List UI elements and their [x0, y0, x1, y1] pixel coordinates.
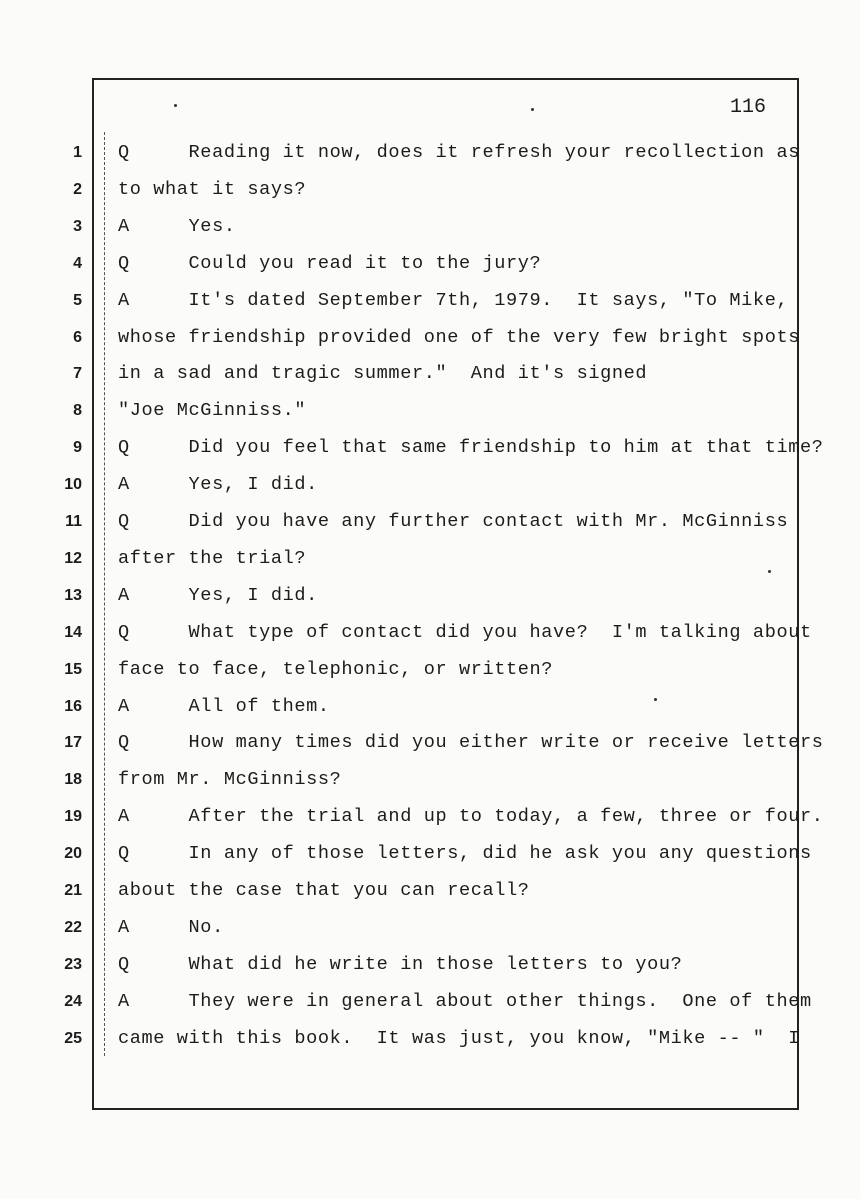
transcript-line: Q Could you read it to the jury?: [118, 252, 542, 274]
line-number: 14: [64, 623, 82, 641]
transcript-line: whose friendship provided one of the very few bright spots: [118, 326, 800, 348]
line-number: 21: [64, 882, 82, 899]
line-number: 16: [64, 697, 82, 715]
transcript-line: to what it says?: [118, 178, 307, 200]
line-number: 18: [64, 771, 82, 789]
transcript-line: from Mr. McGinniss?: [118, 769, 342, 791]
line-number: 6: [73, 328, 82, 346]
transcript-line: in a sad and tragic summer." And it's signed: [118, 363, 648, 385]
line-number: 11: [65, 513, 82, 530]
line-number: 2: [73, 180, 82, 198]
transcript-line: "Joe McGinniss.": [118, 400, 307, 422]
line-number: 12: [64, 549, 82, 567]
line-number: 23: [64, 955, 82, 973]
transcript-line: came with this book. It was just, you know, "Mike -- " I: [118, 1027, 800, 1049]
line-number: 10: [64, 476, 82, 494]
transcript-line: A Yes, I did.: [118, 474, 318, 496]
line-number: 1: [73, 144, 82, 161]
transcript-line: Q Did you have any further contact with Mr. McGinniss: [118, 511, 789, 532]
transcript-line: A All of them.: [118, 695, 330, 717]
line-number: 24: [64, 992, 82, 1010]
line-number: 13: [64, 586, 82, 604]
line-number: 19: [64, 808, 82, 826]
scan-speck: [768, 570, 771, 573]
transcript-line: Q Did you feel that same friendship to him at that time?: [118, 437, 824, 459]
transcript-line: face to face, telephonic, or written?: [118, 658, 554, 680]
line-number: 3: [73, 217, 82, 235]
line-number: 5: [73, 291, 82, 309]
transcript-line: A It's dated September 7th, 1979. It says, "To Mike,: [118, 289, 789, 311]
line-number: 4: [73, 254, 82, 272]
line-number: 20: [64, 845, 82, 863]
scan-speck: [531, 108, 534, 111]
transcript-line: Q What type of contact did you have? I'm talking about: [118, 621, 812, 643]
line-number: 22: [64, 918, 82, 936]
transcript-line: A After the trial and up to today, a few, three or four.: [118, 806, 824, 828]
transcript-line: Q In any of those letters, did he ask you any questions: [118, 843, 812, 865]
transcript-line: about the case that you can recall?: [118, 880, 530, 901]
transcript-line: Q Reading it now, does it refresh your recollection as: [118, 142, 800, 163]
left-margin-rule: [104, 132, 105, 1056]
transcript-line: A They were in general about other things. One of them: [118, 990, 812, 1012]
line-number: 9: [73, 439, 82, 457]
line-number: 17: [64, 734, 82, 752]
transcript-line: Q How many times did you either write or receive letters: [118, 732, 824, 754]
scan-speck: [654, 698, 657, 701]
transcript-line: Q What did he write in those letters to you?: [118, 953, 683, 975]
transcript-line: after the trial?: [118, 547, 307, 569]
page-number: 116: [730, 96, 767, 119]
line-number: 15: [64, 660, 82, 678]
scan-speck: [174, 104, 177, 107]
line-number: 7: [73, 365, 82, 383]
transcript-line: A Yes.: [118, 215, 236, 237]
line-number: 25: [64, 1029, 82, 1047]
line-number: 8: [73, 402, 82, 420]
transcript-line: A No.: [118, 916, 224, 938]
transcript-line: A Yes, I did.: [118, 584, 318, 606]
